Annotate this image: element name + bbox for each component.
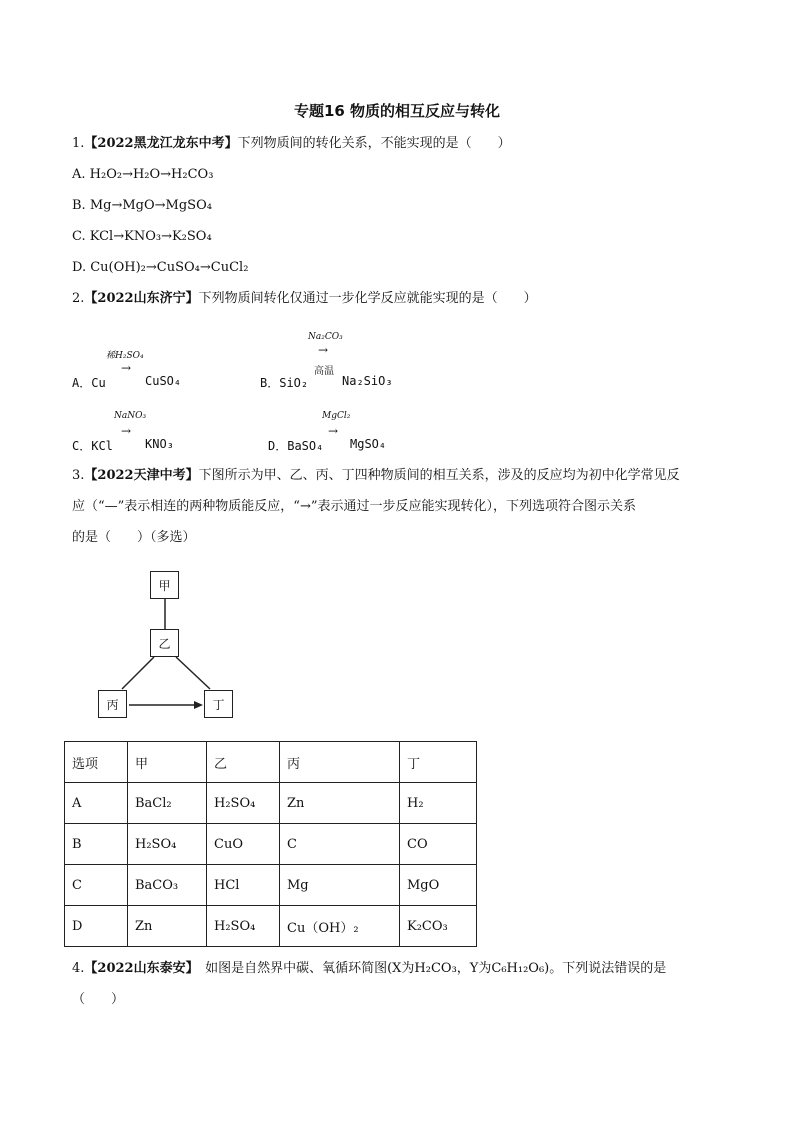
- table-header-cell: 丁: [400, 742, 477, 783]
- table-row: [65, 824, 477, 865]
- connector-yi-ding: [176, 657, 210, 689]
- arrow-head-icon: [194, 701, 203, 709]
- question-text: 下列物质间转化仅通过一步化学反应就能实现的是（ ）: [198, 291, 537, 306]
- table-header-row: [65, 742, 477, 783]
- q2-option-a-reactant: A．Cu: [72, 376, 106, 390]
- table-cell: BaCO₃: [128, 865, 207, 906]
- node-yi: 乙: [150, 629, 179, 657]
- table-cell: H₂SO₄: [207, 906, 280, 947]
- q2-option-c-product: KNO₃: [145, 437, 174, 451]
- q2-option-c-reactant: C．KCl: [72, 439, 113, 453]
- table-cell: B: [65, 824, 128, 865]
- question-text: 如图是自然界中碳、氧循环简图(X为H₂CO₃，Y为C₆H₁₂O₆)。下列说法错误的是: [192, 961, 667, 976]
- table-cell: Zn: [128, 906, 207, 947]
- q1-option-a: A. H₂O₂→H₂O→H₂CO₃: [72, 167, 214, 182]
- question-source: 【2022山东泰安】: [84, 961, 193, 976]
- q2-option-b-product: Na₂SiO₃: [342, 374, 393, 388]
- q2-option-c-condition: NaNO₃: [114, 411, 147, 421]
- table-cell: CuO: [207, 824, 280, 865]
- q1-option-c: C. KCl→KNO₃→K₂SO₄: [72, 229, 212, 244]
- table-cell: H₂: [400, 783, 477, 824]
- q2-option-d-reactant: D．BaSO₄: [268, 439, 324, 453]
- q2-option-b-reactant: B．SiO₂: [260, 376, 309, 390]
- question-number: 2.: [72, 291, 85, 306]
- connector-yi-bing: [122, 657, 154, 689]
- node-ding: 丁: [204, 690, 233, 718]
- options-table: [64, 741, 477, 947]
- question-3-stem-line3: 的是（ ）（多选）: [72, 530, 196, 545]
- q2-option-d-product: MgSO₄: [350, 437, 387, 451]
- table-cell: Mg: [280, 865, 400, 906]
- table-cell: D: [65, 906, 128, 947]
- table-row: [65, 906, 477, 947]
- table-cell: A: [65, 783, 128, 824]
- table-cell: C: [280, 824, 400, 865]
- q1-option-b: B. Mg→MgO→MgSO₄: [72, 198, 212, 213]
- table-row: [65, 865, 477, 906]
- table-cell: K₂CO₃: [400, 906, 477, 947]
- q1-option-d: D. Cu(OH)₂→CuSO₄→CuCl₂: [72, 260, 249, 275]
- page-title: 专题16 物质的相互反应与转化: [293, 102, 501, 120]
- table-row: [65, 783, 477, 824]
- question-4-stem: [72, 961, 666, 977]
- question-source: 【2022黑龙江龙东中考】: [84, 136, 238, 151]
- reaction-arrow-icon: →: [121, 361, 132, 375]
- question-source: 【2022山东济宁】: [84, 291, 199, 306]
- reaction-arrow-icon: →: [328, 424, 339, 438]
- table-header-cell: 乙: [207, 742, 280, 783]
- q2-option-a-condition: 稀H₂SO₄: [106, 351, 144, 361]
- table-cell: MgO: [400, 865, 477, 906]
- table-cell: H₂SO₄: [128, 824, 207, 865]
- table-cell: HCl: [207, 865, 280, 906]
- question-text: 下图所示为甲、乙、丙、丁四种物质间的相互关系，涉及的反应均为初中化学常见反: [198, 468, 680, 483]
- reaction-arrow-icon: →: [318, 343, 329, 357]
- table-cell: Cu（OH）₂: [280, 906, 400, 947]
- question-number: 1.: [72, 136, 85, 151]
- question-source: 【2022天津中考】: [84, 468, 199, 483]
- question-3-stem-line2: 应（“—”表示相连的两种物质能反应，“→”表示通过一步反应能实现转化），下列选项符合图示关系: [72, 499, 636, 514]
- q2-option-b-condition-bottom: 高温: [314, 366, 334, 377]
- q2-option-d-condition: MgCl₂: [322, 411, 351, 421]
- question-number: 4.: [72, 961, 85, 976]
- node-jia: 甲: [150, 571, 179, 599]
- table-cell: CO: [400, 824, 477, 865]
- table-header-cell: 甲: [128, 742, 207, 783]
- table-cell: C: [65, 865, 128, 906]
- table-cell: H₂SO₄: [207, 783, 280, 824]
- question-4-stem-line2: （ ）: [72, 992, 125, 1007]
- question-text: 下列物质间的转化关系，不能实现的是（ ）: [237, 136, 511, 151]
- node-bing: 丙: [98, 690, 127, 718]
- table-header-cell: 丙: [280, 742, 400, 783]
- table-cell: Zn: [280, 783, 400, 824]
- table-header-cell: 选项: [65, 742, 128, 783]
- reaction-arrow-icon: →: [121, 424, 132, 438]
- q2-option-b-condition-top: Na₂CO₃: [308, 332, 343, 342]
- q2-option-a-product: CuSO₄: [145, 374, 182, 388]
- table-cell: BaCl₂: [128, 783, 207, 824]
- question-number: 3.: [72, 468, 85, 483]
